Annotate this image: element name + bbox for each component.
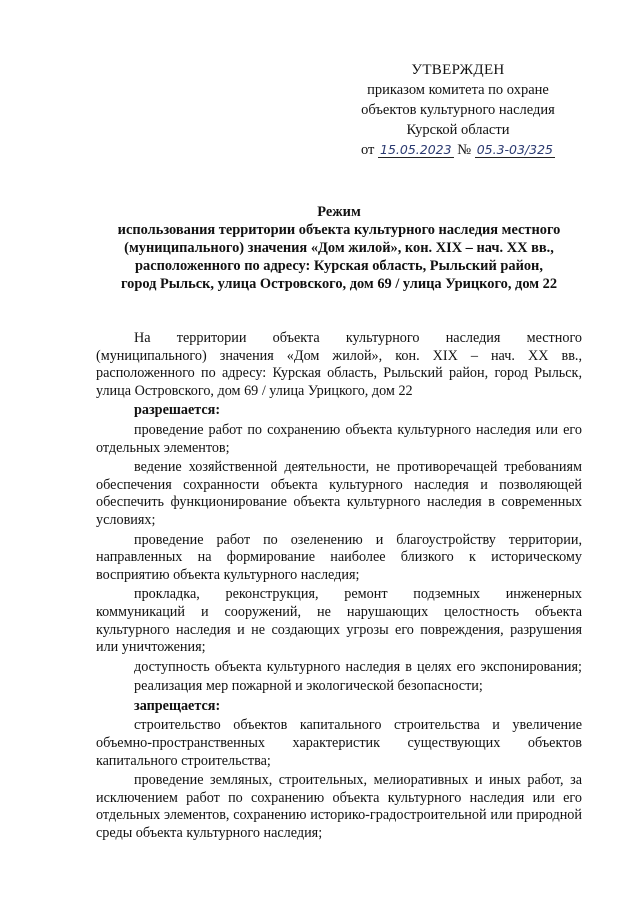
forbidden-item: проведение земляных, строительных, мелиоративных и иных работ, за исключением работ по сохранению объекта культурного наследия или его отдельных элементов, сохранению историко-градостроительной или природной среды объекта культурного наследия; xyxy=(96,772,582,842)
title-line: Режим xyxy=(317,204,361,220)
from-label: от xyxy=(360,142,375,158)
allowed-heading: разрешается: xyxy=(134,402,221,419)
approval-title: УТВЕРЖДЕН xyxy=(411,62,505,78)
document-body xyxy=(96,330,582,845)
allowed-item: доступность объекта культурного наследия в целях его экспонирования; xyxy=(134,658,582,675)
allowed-item: проведение работ по озеленению и благоустройству территории, направленных на формирование наиболее близкого к историческому восприятию объекта культурного наследия; xyxy=(96,531,582,583)
approval-line-3: Курской области xyxy=(406,122,510,138)
title-line: расположенного по адресу: Курская область, Рыльский район, xyxy=(135,258,543,274)
title-line: использования территории объекта культурного наследия местного xyxy=(117,222,561,238)
allowed-item: проведение работ по сохранению объекта культурного наследия или его отдельных элементов; xyxy=(96,421,582,456)
handwritten-number: 05.3-03/325 xyxy=(476,142,554,157)
handwritten-date: 15.05.2023 xyxy=(380,142,452,157)
approval-line-1: приказом комитета по охране xyxy=(367,82,549,98)
allowed-item: прокладка, реконструкция, ремонт подземных инженерных коммуникаций и сооружений, не нарушающих целостность объекта культурного наследия и не создающих угрозы его повреждения, разрушения или уничтожения; xyxy=(96,586,582,656)
approval-date-line xyxy=(338,140,578,160)
approval-stamp-block xyxy=(338,60,578,160)
allowed-item: реализация мер пожарной и экологической безопасности; xyxy=(134,678,483,695)
document-title xyxy=(96,203,582,293)
title-line: (муниципального) значения «Дом жилой», кон. XIX – нач. XX вв., xyxy=(124,240,554,256)
forbidden-heading: запрещается: xyxy=(134,697,221,714)
number-sign: № xyxy=(457,142,472,158)
allowed-item: ведение хозяйственной деятельности, не противоречащей требованиям обеспечения сохранности объекта культурного наследия и позволяющей обеспечить функционирование объекта культурного наследия в современных условиях; xyxy=(96,459,582,528)
approval-line-2: объектов культурного наследия xyxy=(361,102,555,118)
forbidden-item: строительство объектов капитального строительства и увеличение объемно-пространственных характеристик существующих объектов капитального строительства; xyxy=(96,717,582,769)
title-line: город Рыльск, улица Островского, дом 69 / улица Урицкого, дом 22 xyxy=(120,276,558,292)
intro-paragraph: На территории объекта культурного наследия местного (муниципального) значения «Дом жилой», кон. XIX – нач. XX вв., расположенного по адресу: Курская область, Рыльский район, город Рыльск, улица Островского, дом 69 / улица Урицкого, дом 22 xyxy=(96,330,582,399)
